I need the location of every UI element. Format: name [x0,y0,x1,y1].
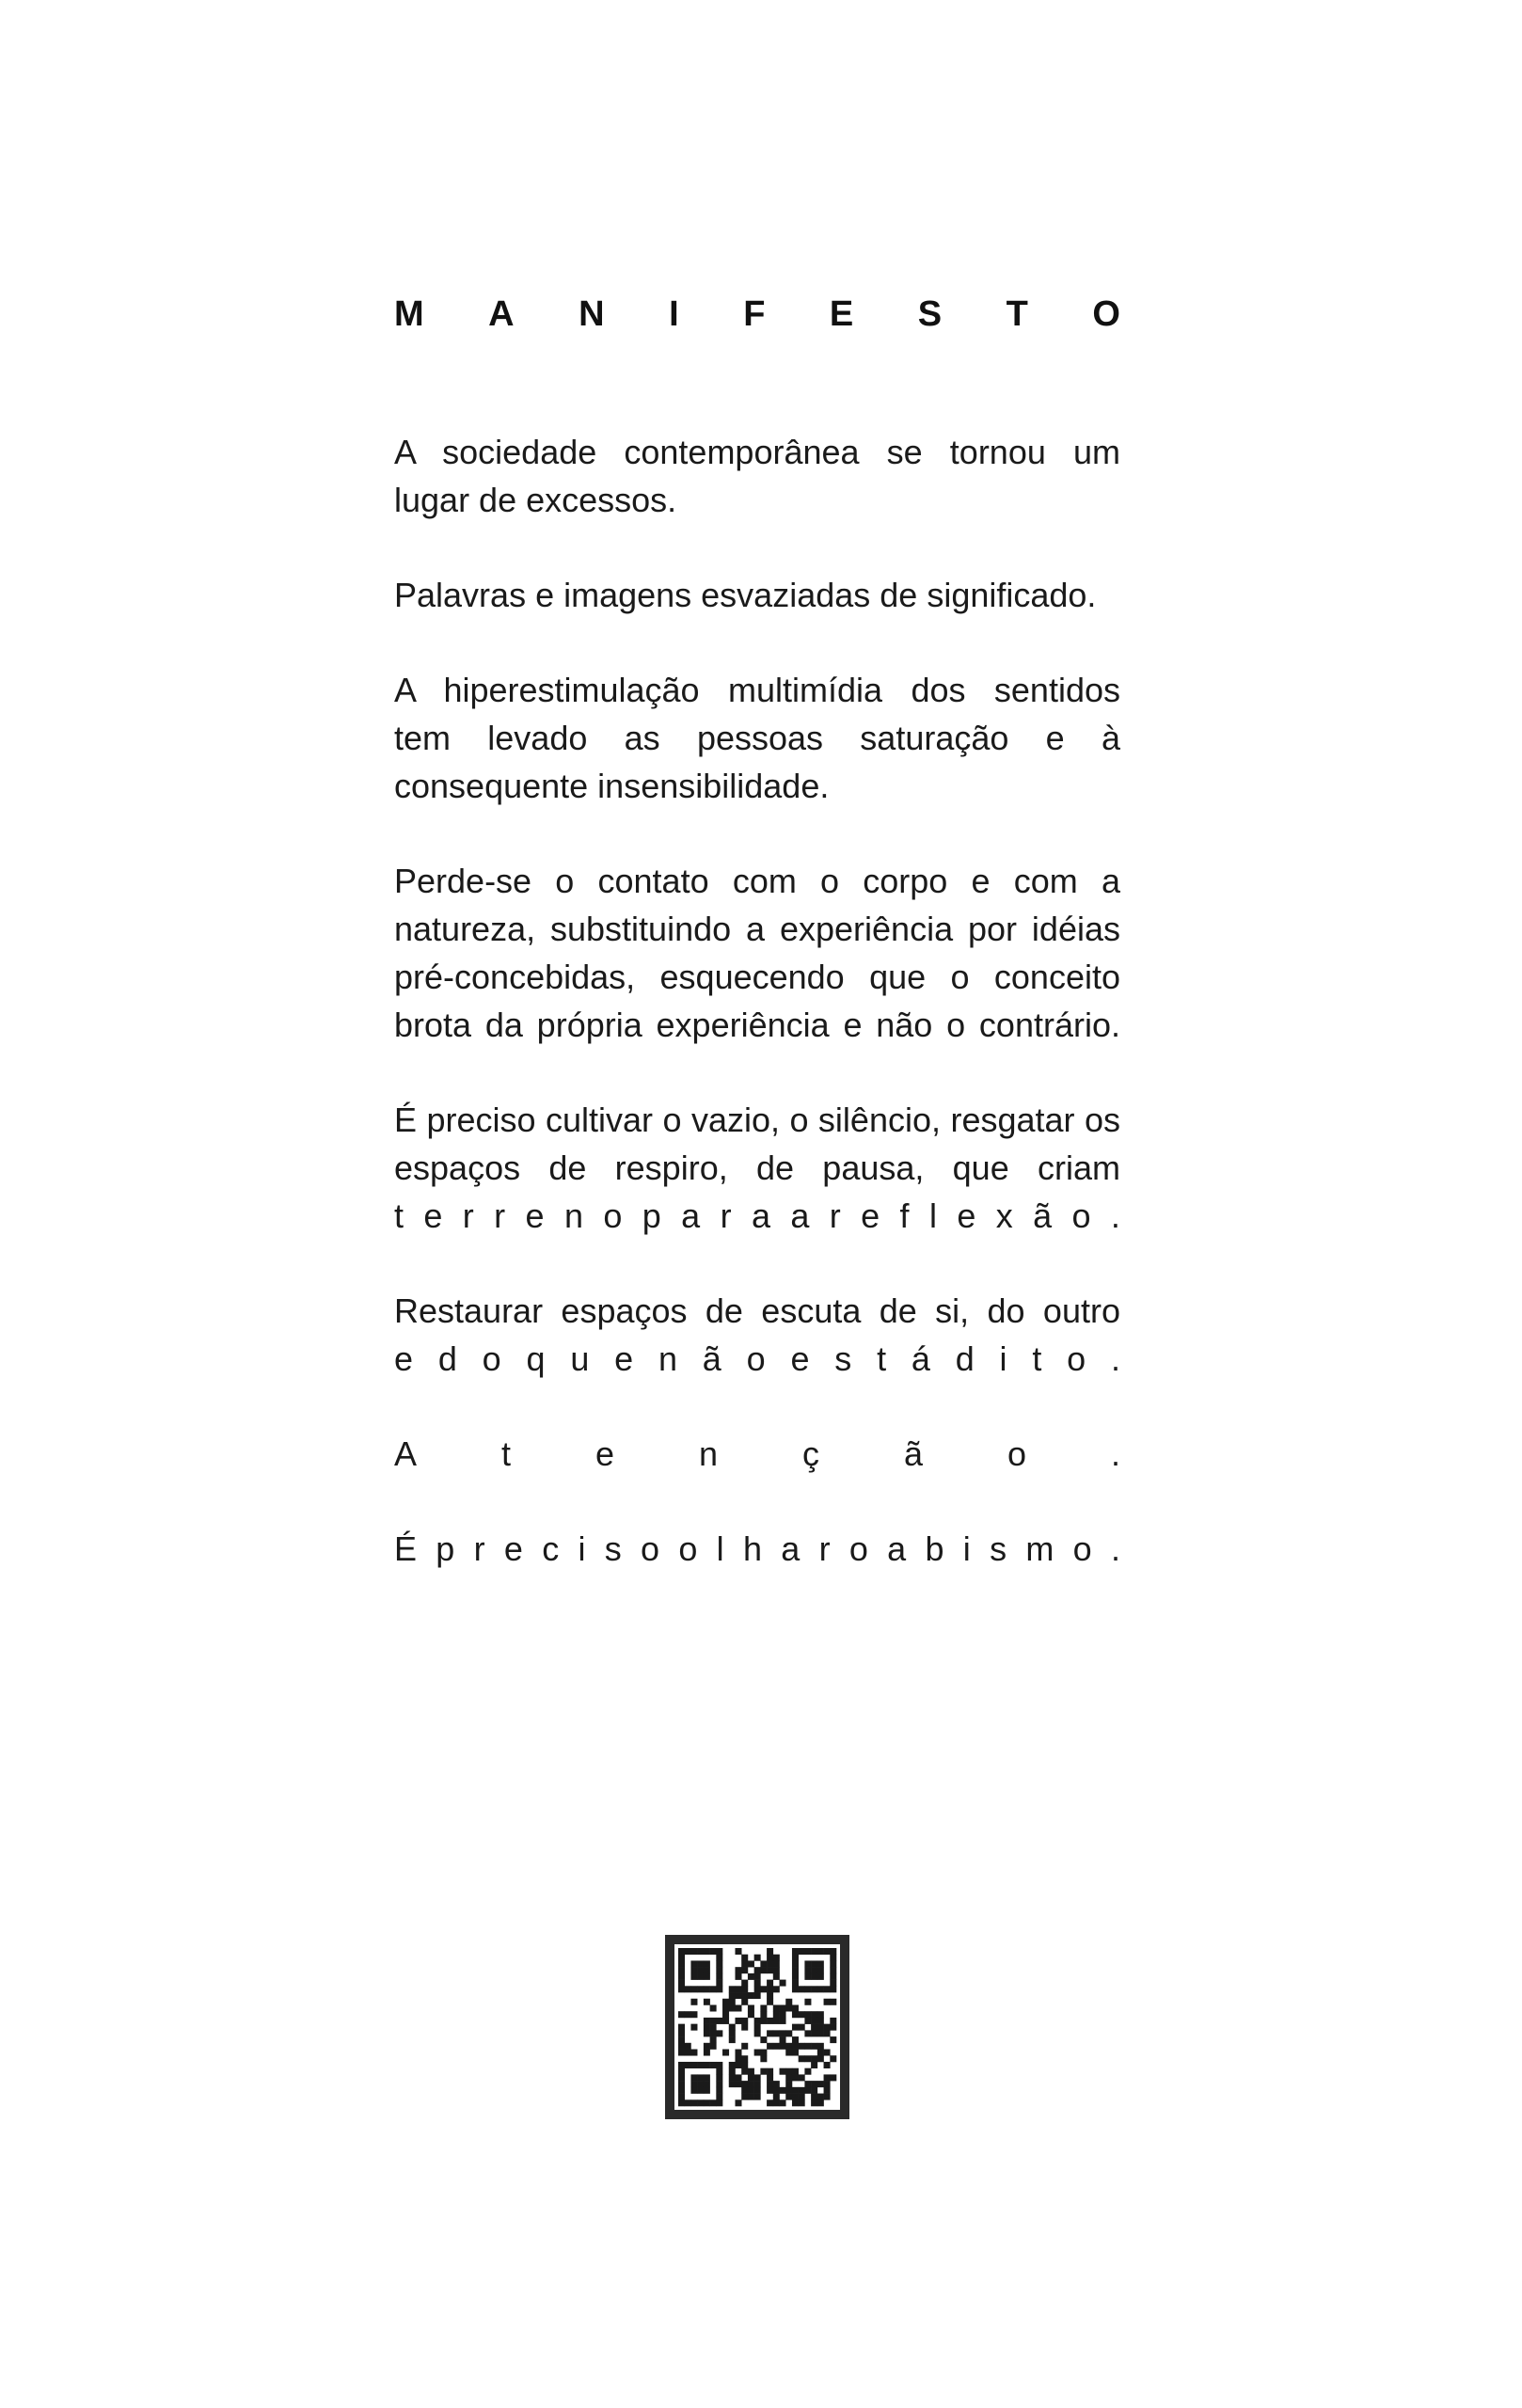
text-line: É p r e c i s o o l h a r o a b i s m o . [394,1529,1120,1568]
title-letter: S [917,294,943,334]
paragraph [394,1096,1120,1240]
text-line: tem levado as pessoas saturação e à [394,719,1120,757]
text-line: A sociedade contemporânea se tornou um [394,433,1120,471]
text-line: natureza, substituindo a experiência por idéias [394,910,1120,948]
title-letter: F [743,294,766,334]
paragraph [394,428,1120,524]
text-line: Restaurar espaços de escuta de si, do outro [394,1291,1120,1330]
paragraph [394,1525,1120,1573]
manifesto-body [394,428,1120,1620]
paragraph [394,857,1120,1049]
text-line: pré-concebidas, esquecendo que o conceito [394,958,1120,996]
text-line: Perde-se o contato com o corpo e com a [394,862,1120,900]
text-line: É preciso cultivar o vazio, o silêncio, resgatar os [394,1101,1120,1139]
manifesto-title [394,293,1120,335]
text-line: t e r r e n o p a r a a r e f l e x ã o . [394,1196,1120,1235]
title-letter: O [1092,294,1120,334]
text-line: espaços de respiro, de pausa, que criam [394,1149,1120,1187]
qr-code-image [665,1935,849,2119]
title-letter: A [488,294,515,334]
text-line: consequente insensibilidade. [394,767,830,805]
title-letter: I [669,294,679,334]
paragraph [394,1287,1120,1383]
text-line: Palavras e imagens esvaziadas de significado. [394,576,1097,614]
text-line: A t e n ç ã o . [394,1434,1120,1473]
text-line: A hiperestimulação multimídia dos sentidos [394,671,1120,709]
title-letter: E [829,294,854,334]
text-line: lugar de excessos. [394,481,677,519]
title-letter: M [394,294,424,334]
paragraph [394,571,1120,619]
text-line: brota da própria experiência e não o contrário. [394,1006,1120,1044]
paragraph [394,1430,1120,1478]
paragraph [394,666,1120,810]
title-letter: T [1006,294,1028,334]
title-letter: N [579,294,605,334]
text-line: e d o q u e n ã o e s t á d i t o . [394,1339,1120,1378]
